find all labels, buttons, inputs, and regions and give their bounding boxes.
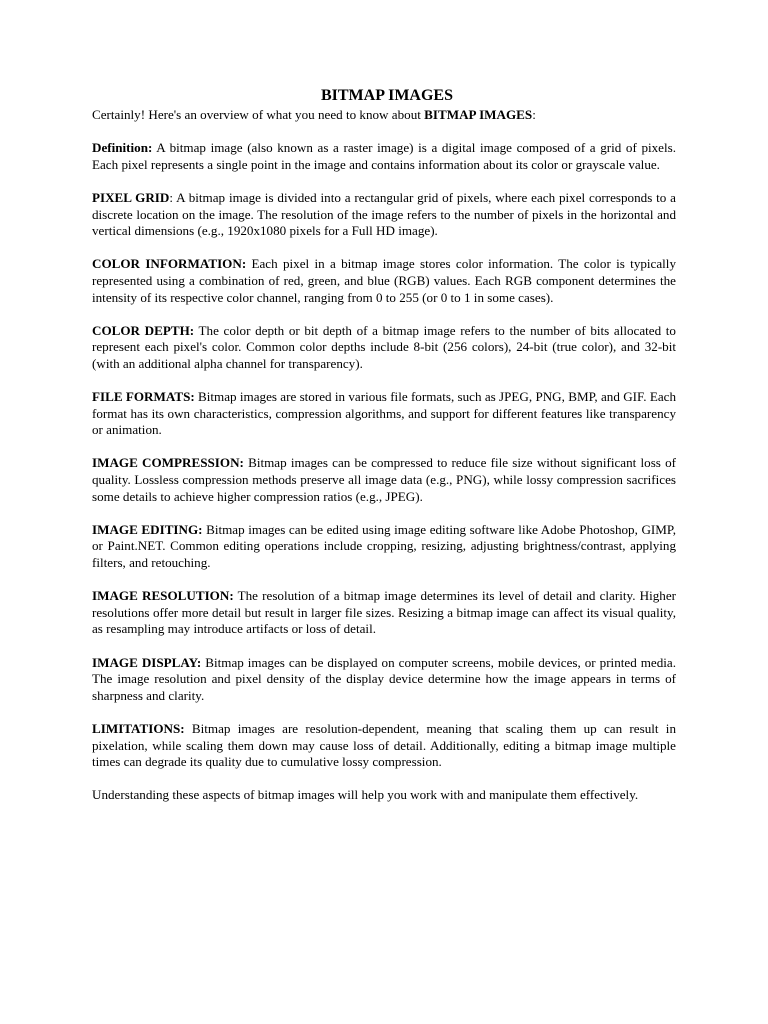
section-text: The resolution of a bitmap image determines its level of detail and clarity. Higher resolutions offer more detail but result in larger file sizes. Resizing a bitmap image can affect its visual quality, as resampling may introduce artifacts or loss of detail. xyxy=(92,588,677,637)
section-heading: COLOR INFORMATION: xyxy=(92,256,247,272)
section-color-depth xyxy=(92,323,676,373)
section-heading: FILE FORMATS: xyxy=(92,389,195,405)
section-heading: Definition: xyxy=(92,140,153,156)
section-heading: COLOR DEPTH: xyxy=(92,322,195,338)
section-image-resolution xyxy=(92,588,676,638)
section-heading: IMAGE COMPRESSION: xyxy=(92,455,244,471)
section-heading: IMAGE DISPLAY: xyxy=(92,654,202,670)
section-heading: PIXEL GRID xyxy=(92,189,170,205)
closing-paragraph: Understanding these aspects of bitmap images will help you work with and manipulate them effectively. xyxy=(92,787,639,803)
section-heading: IMAGE EDITING: xyxy=(92,521,203,537)
section-limitations xyxy=(92,721,676,771)
section-text: Bitmap images are stored in various file formats, such as JPEG, PNG, BMP, and GIF. Each format has its own characteristics, compression algorithms, and support for different features like transparency or animation. xyxy=(92,389,676,438)
page-title: BITMAP IMAGES xyxy=(320,87,453,104)
intro-colon: : xyxy=(532,107,536,122)
section-text: Bitmap images are resolution-dependent, meaning that scaling them up can result in pixelation, while scaling them down may cause loss of detail. Additionally, editing a bitmap image multiple times can degrade its quality due to cumulative lossy compression. xyxy=(92,720,676,770)
section-image-compression xyxy=(92,455,676,505)
section-text: Each pixel in a bitmap image stores color information. The color is typically represented using a combination of red, green, and blue (RGB) values. Each RGB component determines the intensity of its respective color channel, ranging from 0 to 255 (or 0 to 1 in some cases). xyxy=(92,256,676,305)
section-definition xyxy=(92,140,676,173)
section-text: The color depth or bit depth of a bitmap image refers to the number of bits allocated to represent each pixel's color. Common color depths include 8-bit (256 colors), 24-bit (true color), and 32-bit (with an additional alpha channel for transparency). xyxy=(92,322,676,371)
section-color-information xyxy=(92,256,676,306)
section-text: Bitmap images can be edited using image editing software like Adobe Photoshop, GIMP, or Paint.NET. Common editing operations include cropping, resizing, adjusting brightness/contrast, applying filters, and retouching. xyxy=(92,521,677,571)
intro-paragraph xyxy=(92,107,676,124)
intro-text: Certainly! Here's an overview of what you need to know about xyxy=(92,107,425,122)
section-text: : A bitmap image is divided into a rectangular grid of pixels, where each pixel corresponds to a discrete location on the image. The resolution of the image refers to the number of pixels in the horizontal and vertical dimensions (e.g., 1920x1080 pixels for a Full HD image). xyxy=(92,189,676,239)
section-text: Bitmap images can be compressed to reduce file size without significant loss of quality. Lossless compression methods preserve all image data (e.g., PNG), while lossy compression sacrifices some details to achieve higher compression ratios (e.g., JPEG). xyxy=(92,455,676,504)
section-text: A bitmap image (also known as a raster image) is a digital image composed of a grid of pixels. Each pixel represents a single point in the image and contains information about its color or grayscale value. xyxy=(92,140,676,172)
section-heading: LIMITATIONS: xyxy=(92,720,185,736)
section-image-editing xyxy=(92,522,676,572)
section-image-display xyxy=(92,655,676,705)
section-pixel-grid xyxy=(92,190,676,240)
section-text: Bitmap images can be displayed on computer screens, mobile devices, or printed media. The image resolution and pixel density of the display device determine how the image appears in terms of sharpness and clarity. xyxy=(92,654,676,703)
section-heading: IMAGE RESOLUTION: xyxy=(92,588,234,604)
section-file-formats xyxy=(92,389,676,439)
intro-bold-text: BITMAP IMAGES xyxy=(424,107,533,122)
